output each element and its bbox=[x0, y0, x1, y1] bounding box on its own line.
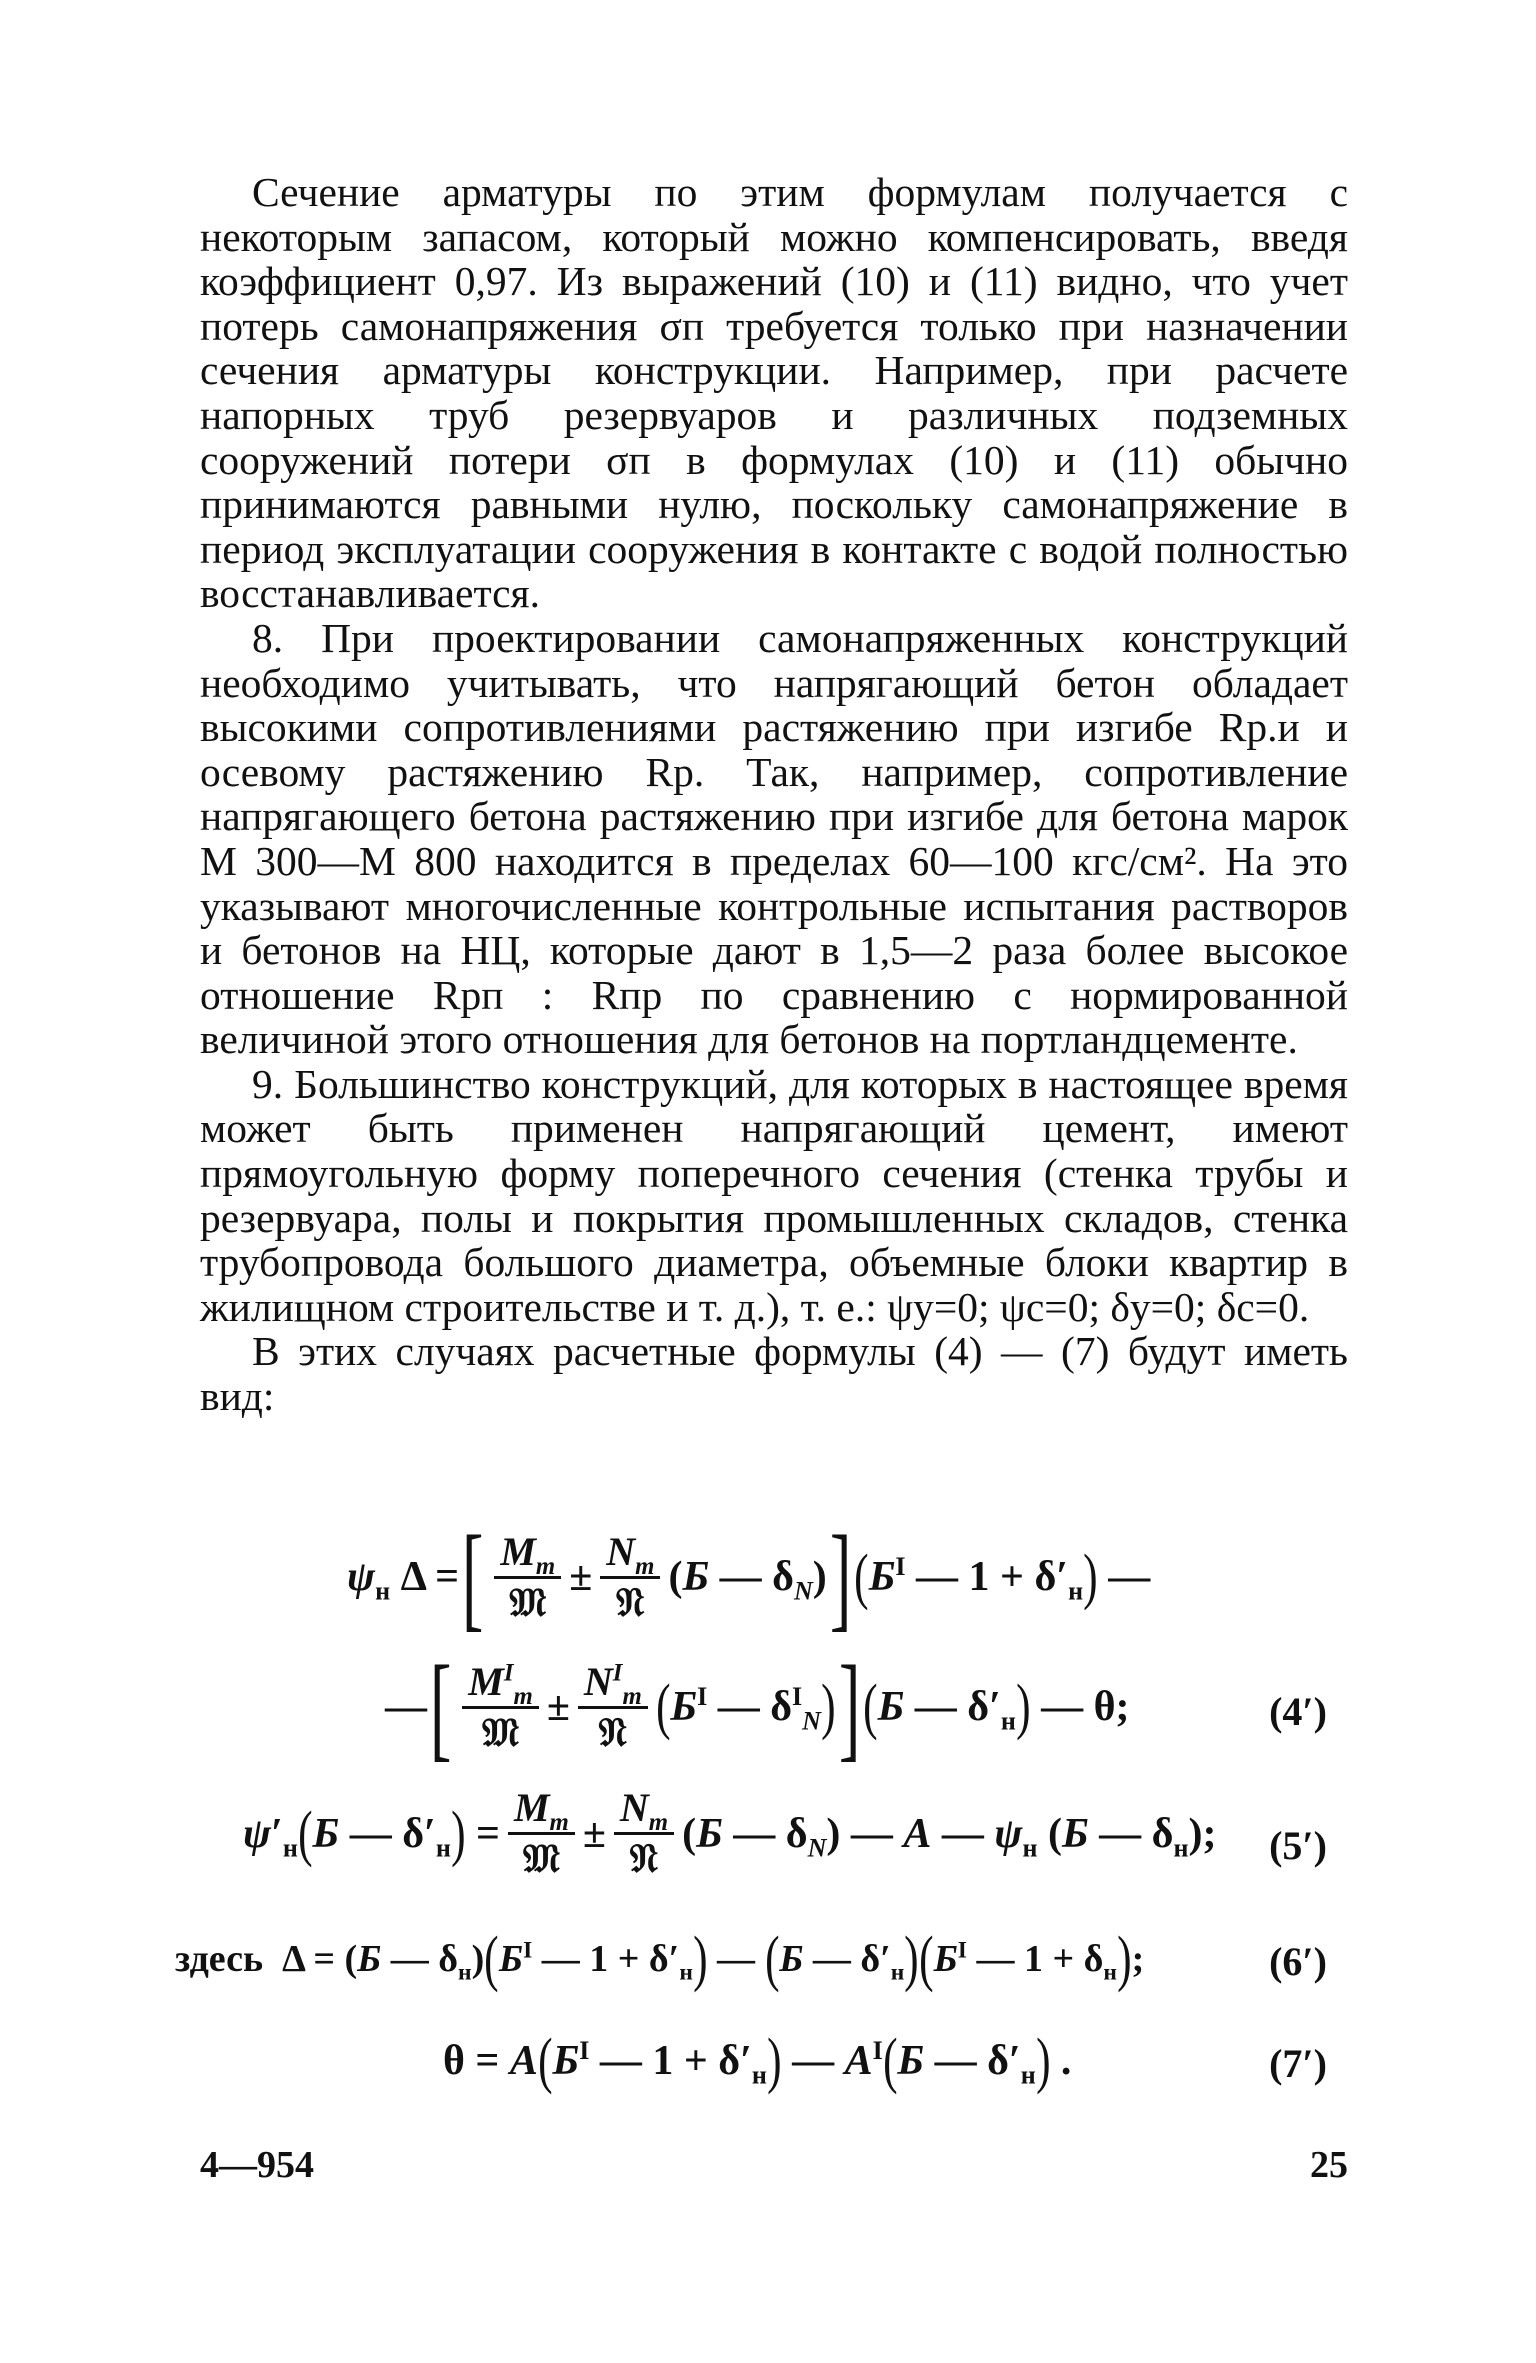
formula-4-line-2 bbox=[175, 1641, 1355, 1772]
equation-number-5: (5′) bbox=[1269, 1823, 1327, 1868]
formula-4-first-part: $\psi_н$ Δ = [ $\frac{M_т}{\text{𝔐}}$ ± $\frac{N_т}{\text{𝔑}}$ (Б — $\delta_N$) ] ( $Б^I$ — $1 + \delta'_н$ ) — bbox=[347, 1511, 1151, 1642]
formula-6 bbox=[175, 1925, 1355, 2008]
formula-7-body: θ = A ( $Б^I$ — $1 + \delta'_н$ ) — $A^I$ ( Б — $\delta'_н$ ) . bbox=[443, 2027, 1072, 2095]
formula-7 bbox=[175, 2027, 1355, 2110]
equation-number-7: (7′) bbox=[1269, 2041, 1327, 2086]
equation-number-6: (6′) bbox=[1269, 1939, 1327, 1984]
formula-5-body: $\psi'_н$ ( Б — $\delta'_н$ ) = $\frac{M_т}{\text{𝔐}}$ ± $\frac{N_т}{\text{𝔑}}$ (Б — $\delta_N$) — A — $\psi_н$ (Б — $\delta_н$); bbox=[243, 1785, 1217, 1881]
word-zdes: здесь bbox=[175, 1938, 264, 1980]
body-text bbox=[200, 170, 1348, 1419]
paragraph-item-9: 9. Большинство конструкций, для которых в настоящее время может быть применен напрягающий цемент, имеют прямоугольную форму поперечного сечения (стенка трубы и резервуара, полы и покрытия промышленных складов, стенка трубопровода большого диаметра, объемные блоки квартир в жилищном строительстве и т. д.), т. е.: ψy=0; ψc=0; δy=0; δc=0. bbox=[200, 1060, 1348, 1330]
equation-number-4: (4′) bbox=[1269, 1689, 1327, 1734]
signature-mark: 4—954 bbox=[200, 2144, 314, 2186]
formula-6-body: здесь Δ = (Б — $\delta_н$) ( $Б^I$ — $1 + \delta'_н$ ) — ( Б — $\delta'_н$ ) ( $Б^I$ — $1 + \delta_н$ ) ; bbox=[175, 1925, 1145, 1993]
formula-4-second-part: — [ $\frac{M^I_т}{\text{𝔐}}$ ± $\frac{N^I_т}{\text{𝔑}}$ ( $Б^I$ — $\delta^I_N$ ) ] ( Б — $\delta'_н$ ) — θ; bbox=[385, 1641, 1130, 1772]
paragraph-intro-formulas: В этих случаях расчетные формулы (4) — (7) будут иметь вид: bbox=[200, 1328, 1348, 1420]
page-number: 25 bbox=[1310, 2144, 1348, 2186]
formula-4-line-1 bbox=[175, 1511, 1355, 1642]
formula-5 bbox=[175, 1786, 1355, 1906]
paragraph-sechenie: Сечение арматуры по этим формулам получается с некоторым запасом, который можно компенсировать, введя коэффициент 0,97. Из выражений (10) и (11) видно, что учет потерь самонапряжения σп требуется только при назначении сечения арматуры конструкции. Например, при расчете напорных труб резервуаров и различных подземных сооружений потери σп в формулах (10) и (11) обычно принимаются равными нулю, поскольку самонапряжение в период эксплуатации сооружения в контакте с водой полностью восстанавливается. bbox=[200, 169, 1348, 617]
paragraph-item-8: 8. При проектировании самонапряженных конструкций необходимо учитывать, что напрягающий бетон обладает высокими сопротивлениями растяжению при изгибе Rр.и и осевому растяжению Rр. Так, например, сопротивление напрягающего бетона растяжению при изгибе для бетона марок М 300—М 800 находится в пределах 60—100 кгс/см². На это указывают многочисленные контрольные испытания растворов и бетонов на НЦ, которые дают в 1,5—2 раза более высокое отношение Rрп : Rпр по сравнению с нормированной величиной этого отношения для бетонов на портландцементе. bbox=[200, 614, 1348, 1063]
